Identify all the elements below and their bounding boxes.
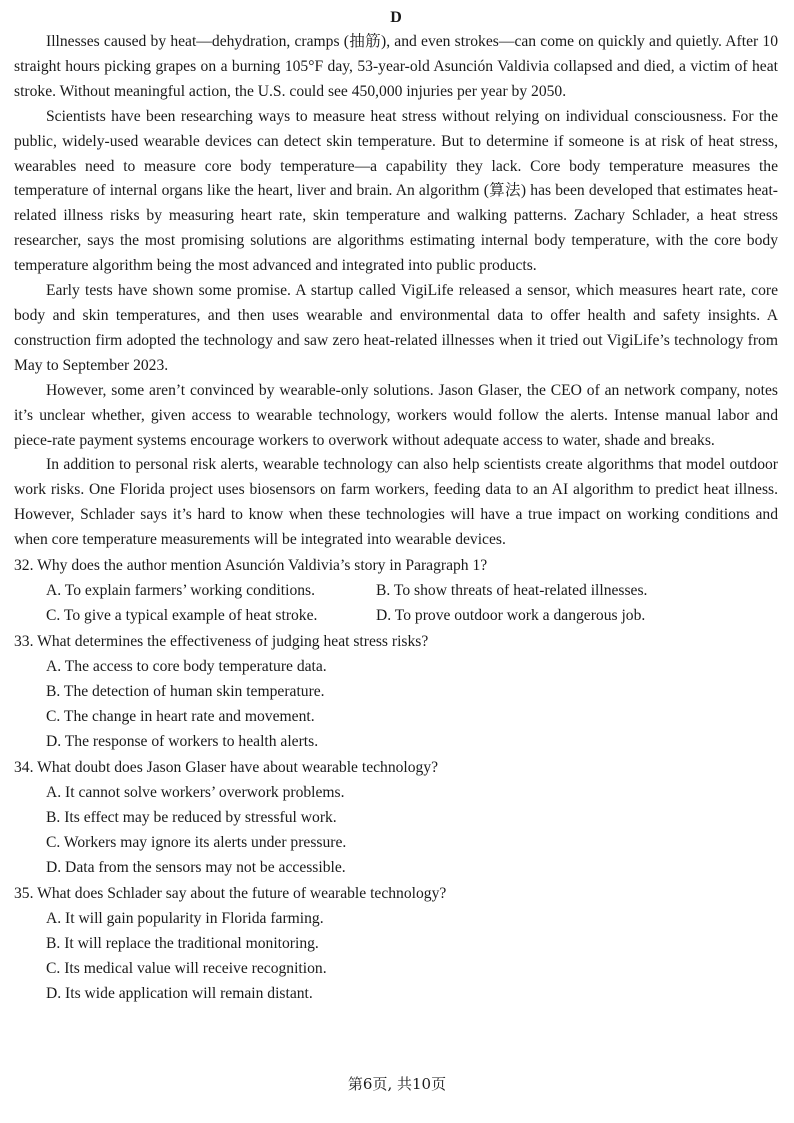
option-a: A. It cannot solve workers’ overwork problems. — [46, 783, 345, 801]
option-list — [14, 654, 778, 755]
option-b: B. It will replace the traditional monitoring. — [46, 935, 319, 953]
option-c: C. The change in heart rate and movement. — [46, 708, 315, 726]
option-list — [14, 780, 778, 881]
option-d: D. The response of workers to health alerts. — [46, 733, 319, 751]
question-stem: 33. What determines the effectiveness of judging heat stress risks? — [14, 632, 429, 650]
question-stem: 32. Why does the author mention Asunción Valdivia’s story in Paragraph 1? — [14, 557, 488, 575]
question-34 — [14, 755, 778, 881]
option-c: C. To give a typical example of heat stroke. — [46, 607, 318, 625]
question-35 — [14, 881, 778, 1007]
reading-passage — [14, 30, 778, 553]
question-33 — [14, 629, 778, 755]
section-heading: D — [390, 9, 402, 26]
question-list — [14, 553, 778, 1007]
option-c: C. Its medical value will receive recognition. — [46, 960, 327, 978]
passage-paragraph-2: Scientists have been researching ways to measure heat stress without relying on individual consciousness. For the public, widely-used wearable devices can detect skin temperature. But to determine if someone is at risk of heat stress, wearables need to measure core body temperature—a capability they lack. Core body temperature measures the temperature of internal organs like the heart, liver and brain. An algorithm (算法) has been developed that estimates heat-related illness risks by measuring heart rate, skin temperature and walking patterns. Zachary Schlader, a heat stress researcher, says the most promising solutions are algorithms estimating internal body temperature, with the core body temperature algorithm being the most advanced and integrated into public products. — [14, 107, 778, 275]
option-c: C. Workers may ignore its alerts under pressure. — [46, 834, 347, 852]
passage-paragraph-4: However, some aren’t convinced by wearable-only solutions. Jason Glaser, the CEO of an network company, notes it’s unclear whether, given access to wearable technology, workers would follow the alerts. Intense manual labor and piece-rate payment systems encourage workers to overwork without adequate access to water, shade and breaks. — [14, 381, 778, 449]
option-a: A. The access to core body temperature data. — [46, 657, 327, 675]
option-b: B. Its effect may be reduced by stressful work. — [46, 809, 337, 827]
page-number-footer: 第6页, 共10页 — [347, 1075, 447, 1093]
option-d: D. Its wide application will remain distant. — [46, 985, 313, 1003]
option-list — [14, 906, 778, 1007]
passage-paragraph-5: In addition to personal risk alerts, wearable technology can also help scientists create algorithms that model outdoor work risks. One Florida project uses biosensors on farm workers, feeding data to an AI algorithm to predict heat illness. However, Schlader says it’s hard to know when these technologies will have a true impact on working conditions and when core temperature measurements will be integrated into wearable devices. — [14, 456, 778, 549]
option-grid — [14, 578, 778, 628]
option-d: D. Data from the sensors may not be accessible. — [46, 859, 346, 877]
option-a: A. To explain farmers’ working conditions. — [46, 582, 315, 600]
passage-paragraph-1: Illnesses caused by heat—dehydration, cramps (抽筋), and even strokes—can come on quickly and quietly. After 10 straight hours picking grapes on a burning 105°F day, 53-year-old Asunción Valdivia collapsed and died, a victim of heat stroke. Without meaningful action, the U.S. could see 450,000 injuries per year by 2050. — [14, 33, 778, 100]
option-d: D. To prove outdoor work a dangerous job. — [376, 607, 646, 625]
question-32 — [14, 553, 778, 629]
passage-paragraph-3: Early tests have shown some promise. A startup called VigiLife released a sensor, which measures heart rate, core body and skin temperatures, and then uses wearable and environmental data to offer health and safety insights. A construction firm adopted the technology and saw zero heat-related illnesses when it tried out VigiLife’s technology from May to September 2023. — [14, 282, 778, 374]
option-b: B. The detection of human skin temperature. — [46, 683, 325, 701]
question-stem: 35. What does Schlader say about the future of wearable technology? — [14, 884, 447, 902]
option-b: B. To show threats of heat-related illnesses. — [376, 582, 648, 600]
exam-page — [14, 0, 778, 1007]
option-a: A. It will gain popularity in Florida farming. — [46, 909, 324, 927]
question-stem: 34. What doubt does Jason Glaser have about wearable technology? — [14, 758, 439, 776]
